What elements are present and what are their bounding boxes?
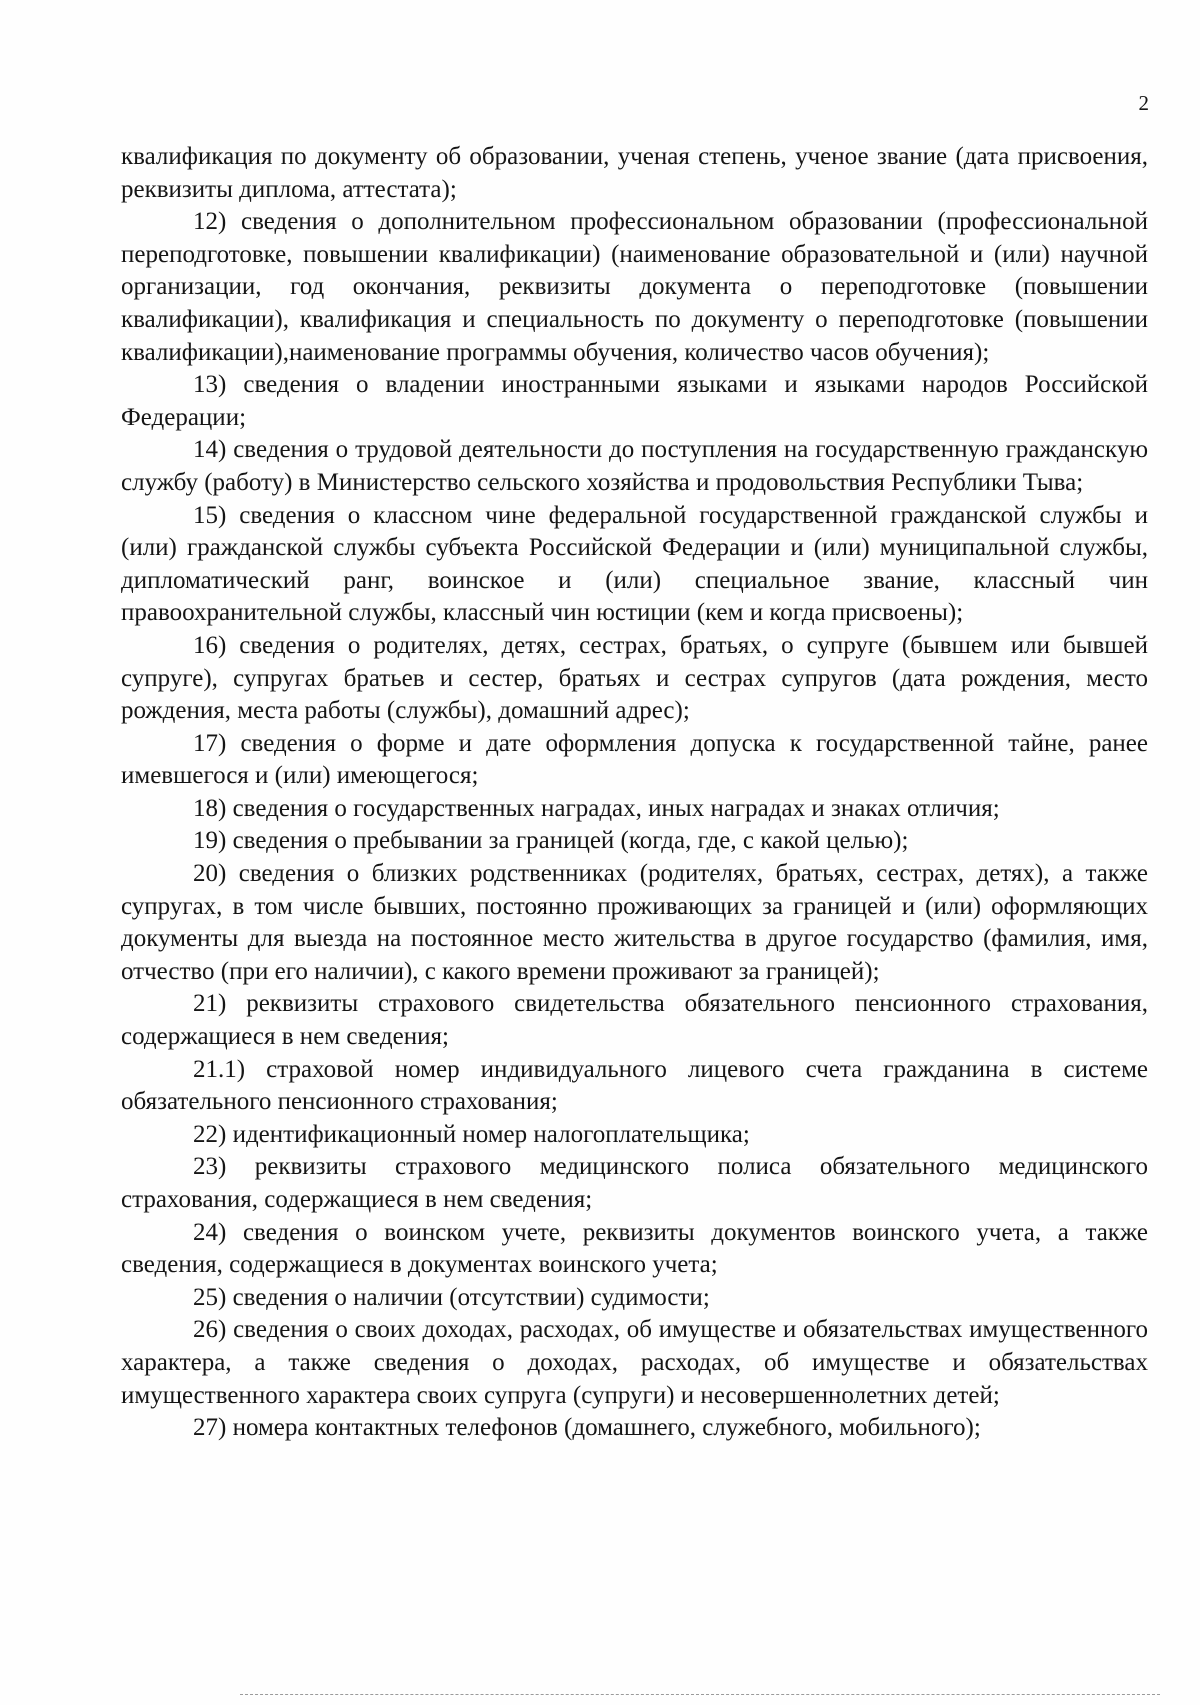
paragraph-item-15: 15) сведения о классном чине федеральной государственной гражданской службы и (или) гражданской службы субъекта Российской Федерации и (или) муниципальной службы, дипломатический ранг, воинское и (или) специальное звание, классный чин правоохранительной службы, классный чин юстиции (кем и когда присвоены);	[121, 501, 1148, 627]
paragraph-item-22: 22) идентификационный номер налогоплательщика;	[193, 1120, 750, 1148]
paragraph-item-27: 27) номера контактных телефонов (домашнего, служебного, мобильного);	[193, 1414, 981, 1442]
paragraph-item-20: 20) сведения о близких родственниках (родителях, братьях, сестрах, детях), а также супругах, в том числе бывших, постоянно проживающих за границей и (или) оформляющих документы для выезда на постоянное место жительства в другое государство (фамилия, имя, отчество (при его наличии), с какого времени проживают за границей);	[121, 860, 1148, 985]
paragraph-item-17: 17) сведения о форме и дате оформления допуска к государственной тайне, ранее имевшегося и (или) имеющегося;	[121, 729, 1148, 790]
paragraph-item-18: 18) сведения о государственных наградах, иных наградах и знаках отличия;	[193, 794, 1000, 822]
paragraph-item-21-1: 21.1) страховой номер индивидуального лицевого счета гражданина в системе обязательного пенсионного страхования;	[121, 1055, 1148, 1116]
paragraph-item-21: 21) реквизиты страхового свидетельства обязательного пенсионного страхования, содержащиеся в нем сведения;	[121, 990, 1148, 1051]
paragraph-item-14: 14) сведения о трудовой деятельности до поступления на государственную гражданскую службу (работу) в Министерство сельского хозяйства и продовольствия Республики Тыва;	[121, 436, 1148, 496]
paragraph-item-13: 13) сведения о владении иностранными языками и языками народов Российской Федерации;	[121, 371, 1148, 431]
paragraph-item-19: 19) сведения о пребывании за границей (когда, где, с какой целью);	[193, 827, 909, 855]
paragraph-item-12: 12) сведения о дополнительном профессиональном образовании (профессиональной переподготовке, повышении квалификации) (наименование образовательной и (или) научной организации, год окончания, реквизиты документа о переподготовке (повышении квалификации), квалификация и специальность по документу о переподготовке (повышении квалификации),наименование программы обучения, количество часов обучения);	[121, 208, 1148, 366]
paragraph-item-25: 25) сведения о наличии (отсутствии) судимости;	[193, 1283, 710, 1311]
paragraph-item-16: 16) сведения о родителях, детях, сестрах, братьях, о супруге (бывшем или бывшей супруге), супругах братьев и сестер, братьях и сестрах супругов (дата рождения, место рождения, места работы (службы), домашний адрес);	[121, 631, 1148, 725]
paragraph-item-24: 24) сведения о воинском учете, реквизиты документов воинского учета, а также сведения, содержащиеся в документах воинского учета;	[121, 1218, 1148, 1279]
scan-edge-divider	[240, 1694, 1160, 1695]
paragraph-item-26: 26) сведения о своих доходах, расходах, об имуществе и обязательствах имущественного характера, а также сведения о доходах, расходах, об имуществе и обязательствах имущественного характера своих супруга (супруги) и несовершеннолетних детей;	[121, 1316, 1148, 1409]
paragraph-item-23: 23) реквизиты страхового медицинского полиса обязательного медицинского страхования, содержащиеся в нем сведения;	[121, 1153, 1148, 1213]
paragraph-continuation: квалификация по документу об образовании, ученая степень, ученое звание (дата присвоения, реквизиты диплома, аттестата);	[121, 143, 1148, 203]
document-body	[121, 141, 1148, 1445]
page-number: 2	[1138, 91, 1149, 115]
